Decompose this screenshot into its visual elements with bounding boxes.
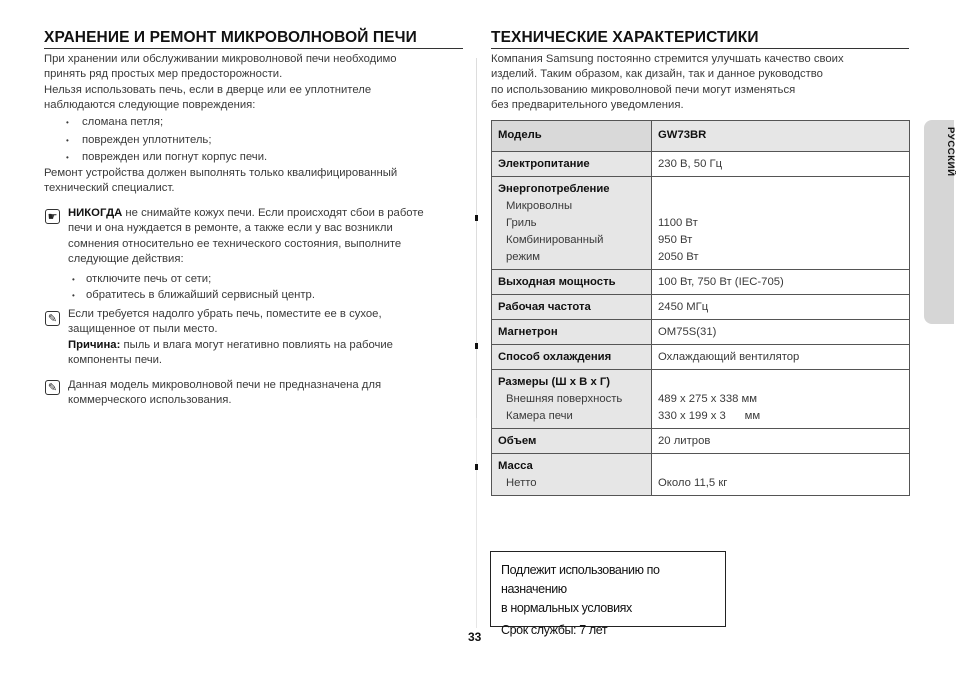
power-label: Электропитание <box>492 152 652 177</box>
table-row <box>492 370 910 429</box>
specs-intro <box>491 52 911 114</box>
intro-line: принять ряд простых мер предосторожности. <box>44 68 283 81</box>
consumption-values <box>652 177 910 270</box>
pencil-note-icon: ✎ <box>45 380 60 395</box>
table-row <box>492 320 910 345</box>
consumption-value: 950 Вт <box>658 234 693 246</box>
warning-strong: НИКОГДА <box>68 207 123 219</box>
dimensions-value: 489 x 275 x 338 мм <box>658 393 758 405</box>
dimensions-value: 330 x 199 x 3 мм <box>658 410 761 422</box>
list-item: • отключите печь от сети; <box>70 272 465 288</box>
repair-line: технический специалист. <box>44 182 175 195</box>
column-divider-lower <box>476 418 477 628</box>
warning-line: сомнения относительно ее технического состояния, выполните <box>68 237 402 250</box>
divider-tick <box>475 215 478 221</box>
mass-label: Масса <box>498 460 533 472</box>
table-row <box>492 270 910 295</box>
table-row <box>492 121 910 152</box>
list-item: • поврежден или погнут корпус печи. <box>44 149 464 167</box>
warning-line-text: не снимайте кожух печи. Если происходят сбои в работе <box>122 207 424 219</box>
service-life: Срок службы: 7 лет <box>501 623 608 637</box>
list-item: • сломана петля; <box>44 114 464 132</box>
warning-line: следующие действия: <box>68 253 184 266</box>
pencil-note-icon: ✎ <box>45 311 60 326</box>
volume-label: Объем <box>492 429 652 454</box>
consumption-sub: Комбинированный <box>506 234 604 246</box>
intro-line: без предварительного уведомления. <box>491 99 684 112</box>
service-line: в нормальных условиях <box>501 601 632 615</box>
note-line <box>68 338 468 353</box>
warning-line <box>68 206 468 221</box>
pointing-hand-icon: ☛ <box>45 209 60 224</box>
page-number: 33 <box>468 630 482 644</box>
dimensions-sub: Камера печи <box>506 410 573 422</box>
language-tab-label: РУССКИЙ <box>945 127 956 177</box>
repair-note <box>44 166 469 197</box>
mass-cell <box>492 454 652 496</box>
intro-line: наблюдаются следующие повреждения: <box>44 99 256 112</box>
list-item: • поврежден уплотнитель; <box>44 132 464 150</box>
table-row <box>492 429 910 454</box>
table-row <box>492 454 910 496</box>
table-row <box>492 152 910 177</box>
mass-value: Около 11,5 кг <box>658 477 728 489</box>
consumption-sub: Микроволны <box>506 200 573 212</box>
dimensions-label: Размеры (Ш x В x Г) <box>498 376 611 388</box>
tech-specs-title: ТЕХНИЧЕСКИЕ ХАРАКТЕРИСТИКИ <box>491 29 909 49</box>
intro-line: При хранении или обслуживании микроволновой печи необходимо <box>44 53 397 65</box>
storage-intro <box>44 52 469 114</box>
note-line: Данная модель микроволновой печи не предназначена для <box>68 379 382 391</box>
consumption-cell <box>492 177 652 270</box>
dimensions-sub: Внешняя поверхность <box>506 393 623 405</box>
intro-line: Нельзя использовать печь, если в дверце или ее уплотнителе <box>44 83 372 96</box>
damage-list <box>44 114 464 167</box>
intro-line: Компания Samsung постоянно стремится улучшать качество своих <box>491 53 844 65</box>
reason-text: пыль и влага могут негативно повлиять на рабочие <box>120 338 393 351</box>
output-label: Выходная мощность <box>492 270 652 295</box>
consumption-value: 1100 Вт <box>658 217 698 229</box>
note-line: коммерческого использования. <box>68 394 232 407</box>
mass-values <box>652 454 910 496</box>
consumption-label: Энергопотребление <box>498 183 610 195</box>
warning-line: печи и она нуждается в ремонте, а также если у вас возникли <box>68 222 393 235</box>
output-value: 100 Вт, 750 Вт (IEC-705) <box>652 270 910 295</box>
divider-tick <box>475 464 478 470</box>
frequency-label: Рабочая частота <box>492 295 652 320</box>
intro-line: изделий. Таким образом, как дизайн, так и данное руководство <box>491 68 823 81</box>
warning-actions-list <box>70 272 465 303</box>
warning-text <box>68 206 468 268</box>
storage-repair-title: ХРАНЕНИЕ И РЕМОНТ МИКРОВОЛНОВОЙ ПЕЧИ <box>44 29 463 49</box>
mass-sub: Нетто <box>506 477 537 489</box>
model-label: Модель <box>492 121 652 152</box>
intro-line: по использованию микроволновой печи могут изменяться <box>491 83 796 96</box>
storage-note <box>68 307 468 369</box>
note-line: Если требуется надолго убрать печь, поместите ее в сухое, <box>68 308 382 320</box>
table-row <box>492 345 910 370</box>
dimensions-values <box>652 370 910 429</box>
commercial-note <box>68 378 468 409</box>
list-item: • обратитесь в ближайший сервисный центр. <box>70 288 465 304</box>
consumption-sub: режим <box>506 251 541 263</box>
specs-table <box>491 120 910 496</box>
consumption-sub: Гриль <box>506 217 537 229</box>
table-row <box>492 177 910 270</box>
cooling-value: Охлаждающий вентилятор <box>652 345 910 370</box>
service-life-box <box>490 551 726 637</box>
column-divider <box>476 58 477 418</box>
note-line: компоненты печи. <box>68 354 163 367</box>
note-line: защищенное от пыли место. <box>68 323 218 336</box>
power-value: 230 В, 50 Гц <box>652 152 910 177</box>
magnetron-value: OM75S(31) <box>652 320 910 345</box>
service-line: Подлежит использованию по назначению <box>501 563 660 596</box>
volume-value: 20 литров <box>652 429 910 454</box>
divider-tick <box>475 343 478 349</box>
model-value: GW73BR <box>652 121 910 152</box>
repair-line: Ремонт устройства должен выполнять только квалифицированный <box>44 167 398 179</box>
magnetron-label: Магнетрон <box>492 320 652 345</box>
dimensions-cell <box>492 370 652 429</box>
consumption-value: 2050 Вт <box>658 251 699 263</box>
cooling-label: Способ охлаждения <box>492 345 652 370</box>
frequency-value: 2450 МГц <box>652 295 910 320</box>
table-row <box>492 295 910 320</box>
reason-label: Причина: <box>68 338 121 351</box>
